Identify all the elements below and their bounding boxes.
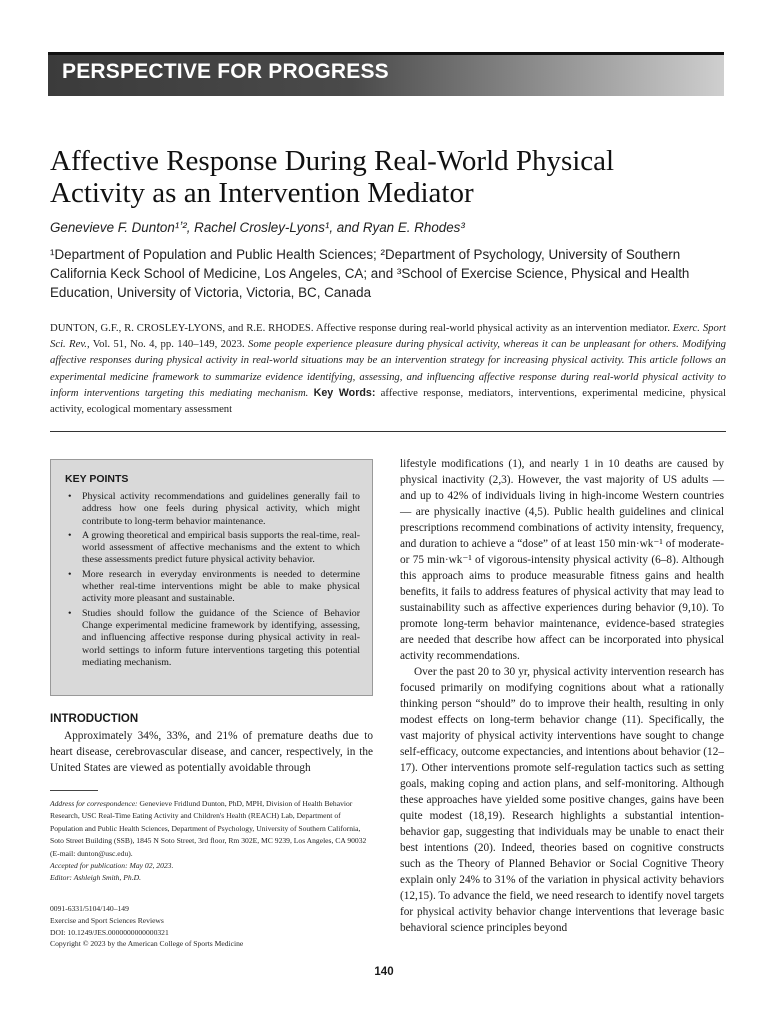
key-point-item: • Studies should follow the guidance of the Science of Behavior Change experimental medicine framework by identifying, assessing, and influencing affective response during physical activity in real-world settings to inform future interventions targeting this potential mediating mechanism. [62,608,360,669]
article-title: Affective Response During Real-World Physical Activity as an Intervention Mediator [50,145,615,209]
article-affiliations: ¹Department of Population and Public Health Sciences; ²Department of Psychology, University of Southern California Keck School of Medicine, Los Angeles, CA; and ³School of Exercise Science, Physical and Health Education, University of Victoria, Victoria, BC, Canada [50,247,690,300]
article-authors: Genevieve F. Dunton¹ʼ², Rachel Crosley-Lyons¹, and Ryan E. Rhodes³ [50,220,465,235]
editor-line: Editor: Ashleigh Smith, Ph.D. [50,873,141,883]
abstract-volume: , Vol. 51, No. 4, pp. 140–149, 2023. [86,338,245,351]
issn: 0091-6331/5104/140–149 [50,904,129,913]
abstract-summary: Some people experience pleasure during physical activity, whereas it can be unpleasant for others. Modifying affective responses during physical activity in real-world situations may be an intervention strategy for increasing physical activity. This article follows an experimental medicine framework to summarize evidence identifying, assessing, and influencing affective response during real-world physical activity to inform interventions targeting this mediating mechanism. [50,338,727,399]
banner-top-rule [48,52,724,55]
keywords: affective response, mediators, interventions, experimental medicine, physical activity, ecological momentary assessment [50,386,726,416]
section-banner-label: PERSPECTIVE FOR PROGRESS [62,60,389,83]
body-paragraph: lifestyle modifications (1), and nearly 1 in 10 deaths are caused by physical inactivity (2,3). However, the vast majority of US adults — and up to 42% of individuals living in high-income Western countries — are physically inactive (4,5). Public health guidelines and clinical prescriptions recommend combinations of activity intensity, frequency, and duration to achieve a “dose” of at least 150 min·wk⁻¹ of moderate- or 75 min·wk⁻¹ of vigorous-intensity physical activity (6–8). Although this approach aims to produce measurable fitness gains and health benefits, it fails to address features of physical activity that may lead to sustainability such as affective experiences during behavior (9,10). To promote long-term behavior maintenance, evidence-based strategies are needed that describe how affect can be incorporated into physical activity recommendations. [400,458,724,662]
key-points-list [62,491,360,671]
journal-name: Exercise and Sport Sciences Reviews [50,915,164,925]
keywords-label: Key Words: [313,386,376,399]
correspondence-text: Genevieve Fridlund Dunton, PhD, MPH, Division of Health Behavior Research, USC Real-Time Eating Activity and Children's Health (REACH) Lab, Department of Population and Public Health Sciences, Department of Psychology, University of Southern California, Soto Street Building (SSB), 1845 N Soto Street, 3rd floor, Rm 302E, MC 9239, Los Angeles, CA 90032 (E-mail: dunton@usc.edu). [50,799,367,858]
accepted-date: Accepted for publication: May 02, 2023. [50,861,174,871]
abstract-divider [50,431,726,432]
introduction-text: Approximately 34%, 33%, and 21% of premature deaths due to heart disease, cerebrovascular disease, and cancer, respectively, in the United States are viewed as potentially avoidable through [50,730,373,774]
key-points-title: KEY POINTS [65,473,129,485]
page-number: 140 [374,966,394,978]
introduction-heading: INTRODUCTION [50,713,139,725]
key-point-item: • A growing theoretical and empirical basis supports the real-time, real-world assessment of affective mechanisms and the extent to which these assessments predict future physical activity behavior. [62,530,360,567]
footnote-rule [50,790,98,791]
copyright: Copyright © 2023 by the American College of Sports Medicine [50,939,244,949]
doi: DOI: 10.1249/JES.0000000000000321 [50,927,169,937]
key-point-item: • More research in everyday environments is needed to determine whether real-time interventions might be able to make physical activity more pleasant and sustainable. [62,569,360,606]
abstract-citation: DUNTON, G.F., R. CROSLEY-LYONS, and R.E. RHODES. Affective response during real-world physical activity as an intervention mediator. [50,322,670,334]
body-paragraph: Over the past 20 to 30 yr, physical activity intervention research has focused primarily on modifying cognitions about what a rationally thinking person “should” do to improve their health, resulting in only modest effects on long-term behavior change (11). Specifically, the vast majority of physical activity interventions have sought to change self-efficacy, outcome expectancies, and intentions about behavior (12–17). Other interventions promote self-regulation tactics such as setting goals, making coping and action plans, and self-monitoring. Although these approaches have yielded some positive changes, gains have been quite modest (18,19). Research highlights a substantial intention-behavior gap, suggesting that individuals may be unable to enact their best intentions (20). Indeed, theories based on cognitive constructs such as the Theory of Planned Behavior or Social Cognitive Theory explain only 24% to 31% of the variation in physical activity behaviors (12,15). To advance the field, we need research to identify novel targets for physical activity behavior change interventions that leverage basic behavioral science principles beyond [400,666,724,934]
abstract-journal: Exerc. Sport Sci. Rev. [50,322,726,351]
correspondence-note [50,798,373,885]
key-point-item: • Physical activity recommendations and guidelines generally fail to address how one feels during physical activity, which might contribute to long-term behavior maintenance. [62,491,360,528]
abstract [50,320,726,417]
right-column [400,456,724,936]
correspondence-label: Address for correspondence: [50,799,138,808]
publication-meta [50,903,373,950]
